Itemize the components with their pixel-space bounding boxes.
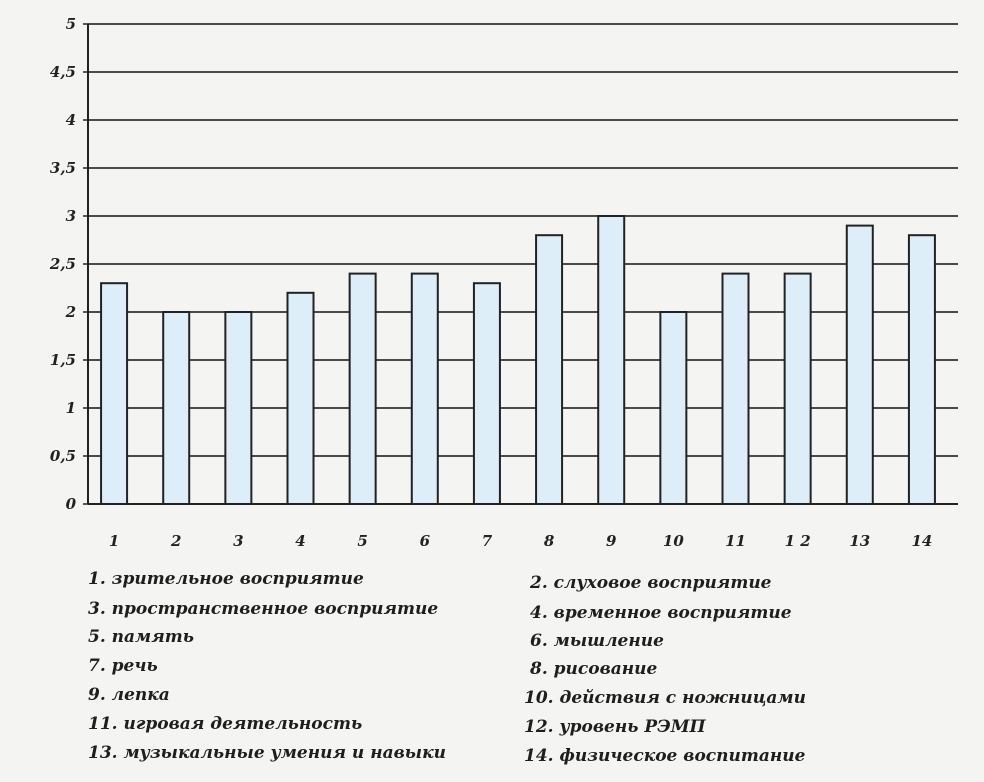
y-tick-labels	[49, 15, 88, 513]
y-tick-label-7: 3,5	[49, 159, 76, 177]
legend-item-7: 7. речь	[88, 656, 158, 676]
legend-item-10: 10. действия с ножницами	[524, 688, 806, 708]
bar-6	[412, 274, 438, 504]
legend-item-3: 3. пространственное восприятие	[88, 599, 439, 619]
legend-item-6: 6. мышление	[530, 631, 664, 651]
bar-10	[660, 312, 686, 504]
y-tick-label-3: 1,5	[49, 351, 76, 369]
x-tick-label-13: 13	[849, 532, 871, 550]
bar-2	[163, 312, 189, 504]
y-tick-label-10: 5	[65, 15, 76, 33]
bar-9	[598, 216, 624, 504]
x-tick-label-2: 2	[170, 532, 182, 550]
legend-item-13: 13. музыкальные умения и навыки	[88, 743, 446, 763]
legend-item-11: 11. игровая деятельность	[88, 714, 363, 734]
y-tick-label-1: 0,5	[49, 447, 76, 465]
legend-item-8: 8. рисование	[530, 659, 658, 679]
y-tick-label-4: 2	[65, 303, 76, 321]
legend-item-14: 14. физическое воспитание	[524, 746, 806, 766]
bar-12	[785, 274, 811, 504]
legend-item-9: 9. лепка	[88, 685, 170, 705]
x-tick-label-7: 7	[481, 532, 493, 550]
legend-item-4: 4. временное восприятие	[530, 603, 792, 623]
bar-5	[350, 274, 376, 504]
bar-1	[101, 283, 127, 504]
x-tick-label-5: 5	[357, 532, 368, 550]
legend-item-5: 5. память	[88, 627, 194, 647]
legend-item-1: 1. зрительное восприятие	[88, 569, 364, 589]
x-tick-label-11: 11	[725, 532, 746, 550]
x-tick-label-8: 8	[543, 532, 555, 550]
x-tick-label-10: 10	[662, 532, 684, 550]
bar-4	[288, 293, 314, 504]
x-tick-label-6: 6	[419, 532, 431, 550]
bar-11	[723, 274, 749, 504]
x-tick-label-3: 3	[233, 532, 244, 550]
grid-layer	[88, 24, 958, 456]
x-tick-label-4: 4	[295, 532, 306, 550]
y-tick-label-8: 4	[65, 111, 76, 129]
bar-3	[225, 312, 251, 504]
legend-item-12: 12. уровень РЭМП	[524, 717, 706, 737]
x-tick-label-9: 9	[605, 532, 617, 550]
bar-8	[536, 235, 562, 504]
y-tick-label-9: 4,5	[49, 63, 76, 81]
y-tick-label-0: 0	[65, 495, 76, 513]
x-tick-labels	[109, 532, 933, 550]
bar-14	[909, 235, 935, 504]
y-tick-label-5: 2,5	[49, 255, 76, 273]
y-tick-label-2: 1	[65, 399, 76, 417]
x-tick-label-14: 14	[911, 532, 933, 550]
bar-7	[474, 283, 500, 504]
bar-13	[847, 226, 873, 504]
legend-item-2: 2. слуховое восприятие	[530, 573, 772, 593]
y-tick-label-6: 3	[65, 207, 76, 225]
x-tick-label-12: 1 2	[784, 532, 811, 550]
x-tick-label-1: 1	[108, 532, 120, 550]
